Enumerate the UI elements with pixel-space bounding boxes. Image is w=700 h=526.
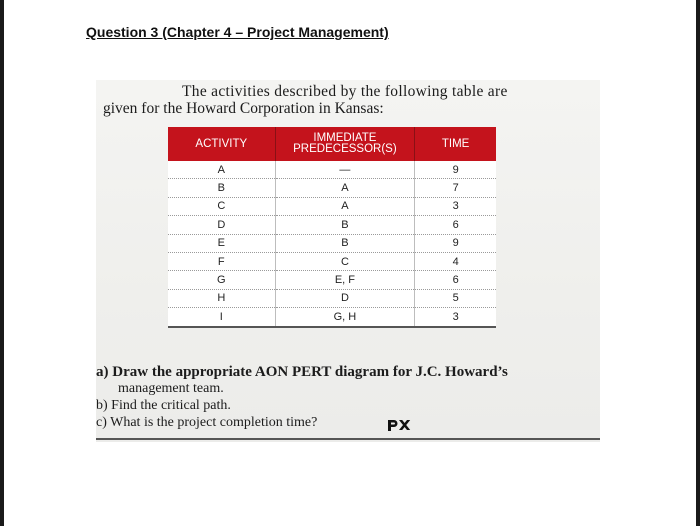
bottom-rule — [96, 438, 600, 440]
header-predecessors — [275, 127, 415, 161]
cell-time: 3 — [415, 308, 496, 327]
table-header-row — [168, 127, 496, 161]
px-logo-icon — [386, 418, 412, 432]
cell-activity: A — [168, 161, 275, 179]
cell-predecessor: G, H — [275, 308, 415, 327]
table-row — [168, 271, 496, 289]
cell-predecessor: B — [275, 216, 415, 234]
cell-activity: I — [168, 308, 275, 327]
cell-predecessor: A — [275, 179, 415, 197]
table-row — [168, 234, 496, 252]
cell-activity: D — [168, 216, 275, 234]
table-row — [168, 252, 496, 270]
table-row — [168, 308, 496, 327]
cell-predecessor: E, F — [275, 271, 415, 289]
cell-time: 4 — [415, 252, 496, 270]
cell-activity: E — [168, 234, 275, 252]
cell-predecessor: — — [275, 161, 415, 179]
cell-time: 6 — [415, 271, 496, 289]
cell-activity: C — [168, 197, 275, 215]
intro-line-2: given for the Howard Corporation in Kansas: — [103, 100, 384, 117]
question-a-continued: management team. — [118, 381, 224, 396]
cell-time: 9 — [415, 234, 496, 252]
cell-time: 3 — [415, 197, 496, 215]
cell-predecessor: B — [275, 234, 415, 252]
question-b: b) Find the critical path. — [96, 398, 231, 413]
cell-time: 6 — [415, 216, 496, 234]
page-border-left — [0, 0, 4, 526]
cell-time: 5 — [415, 289, 496, 307]
table-row — [168, 197, 496, 215]
header-pred-line-1: IMMEDIATE — [313, 132, 377, 144]
header-pred-line-2: PREDECESSOR(S) — [293, 143, 397, 155]
table-row — [168, 216, 496, 234]
page-border-right — [696, 0, 700, 526]
question-c: c) What is the project completion time? — [96, 415, 318, 430]
table-row — [168, 179, 496, 197]
cell-time: 7 — [415, 179, 496, 197]
cell-activity: B — [168, 179, 275, 197]
cell-activity: F — [168, 252, 275, 270]
header-time: TIME — [415, 127, 496, 161]
question-a: a) Draw the appropriate AON PERT diagram for J.C. Howard’s — [96, 364, 508, 380]
activities-table — [168, 127, 496, 328]
intro-line-1: The activities described by the following table are — [182, 83, 508, 100]
table-row — [168, 289, 496, 307]
header-activity: ACTIVITY — [168, 127, 275, 161]
cell-predecessor: C — [275, 252, 415, 270]
table-row — [168, 161, 496, 179]
cell-predecessor: D — [275, 289, 415, 307]
cell-activity: G — [168, 271, 275, 289]
cell-predecessor: A — [275, 197, 415, 215]
cell-activity: H — [168, 289, 275, 307]
question-heading: Question 3 (Chapter 4 – Project Management) — [86, 24, 389, 40]
cell-time: 9 — [415, 161, 496, 179]
